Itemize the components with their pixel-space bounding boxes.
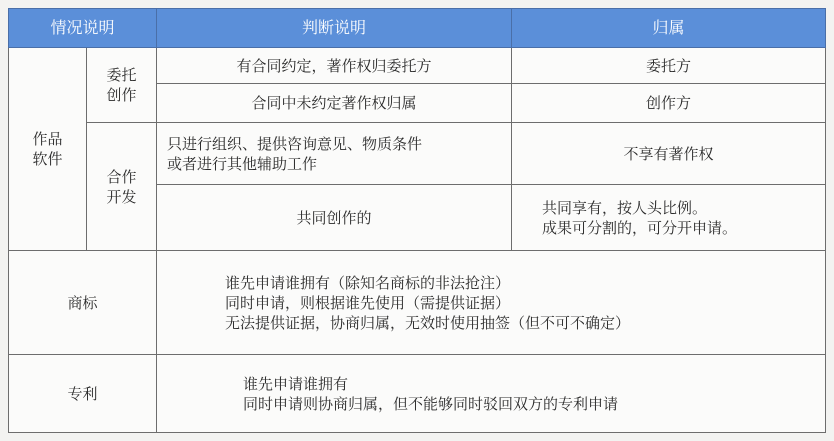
table-row (9, 123, 826, 185)
cooperation-owner-1: 不享有著作权 (512, 123, 826, 185)
commission-owner-2: 创作方 (512, 84, 826, 123)
ip-ownership-table (8, 8, 826, 433)
commission-condition-2: 合同中未约定著作权归属 (157, 84, 512, 123)
cooperation-condition-1 (157, 123, 512, 185)
software-label-line2: 软件 (32, 150, 63, 168)
cooperation-label-line2: 开发 (106, 187, 137, 206)
commission-condition-1: 有合同约定，著作权归委托方 (157, 48, 512, 84)
header-ownership: 归属 (512, 9, 826, 48)
trademark-rule-3: 无法提供证据，协商归属，无效时使用抽签（但不可不确定） (225, 313, 631, 332)
table-row (9, 355, 826, 433)
commission-subcategory-cell (87, 48, 157, 123)
header-judgement: 判断说明 (157, 9, 512, 48)
cooperation-label-line1: 合作 (106, 167, 137, 186)
cooperation-owner-2-line2: 成果可分割的，可分开申请。 (542, 218, 738, 237)
patent-rules (157, 355, 826, 433)
software-label-line1: 作品 (32, 130, 63, 148)
header-row (9, 9, 826, 48)
trademark-rule-2: 同时申请，则根据谁先使用（需提供证据） (225, 293, 511, 312)
cooperation-owner-2 (512, 185, 826, 251)
trademark-rules (157, 251, 826, 355)
cooperation-condition-2: 共同创作的 (157, 185, 512, 251)
trademark-label: 商标 (9, 251, 157, 355)
table-row (9, 251, 826, 355)
cooperation-owner-2-line1: 共同享有，按人头比例。 (542, 198, 708, 217)
software-category-cell (9, 48, 87, 251)
cooperation-condition-1-line2: 或者进行其他辅助工作 (167, 154, 318, 173)
table-row (9, 48, 826, 84)
patent-rule-2: 同时申请则协商归属，但不能够同时驳回双方的专利申请 (243, 394, 619, 413)
commission-label-line2: 创作 (106, 86, 137, 104)
patent-rule-1: 谁先申请谁拥有 (243, 374, 349, 393)
patent-label: 专利 (9, 355, 157, 433)
cooperation-condition-1-line1: 只进行组织、提供咨询意见、物质条件 (167, 134, 423, 153)
commission-owner-1: 委托方 (512, 48, 826, 84)
header-situation: 情况说明 (9, 9, 157, 48)
trademark-rule-1: 谁先申请谁拥有（除知名商标的非法抢注） (225, 273, 511, 292)
cooperation-subcategory-cell (87, 123, 157, 251)
commission-label-line1: 委托 (106, 66, 137, 84)
